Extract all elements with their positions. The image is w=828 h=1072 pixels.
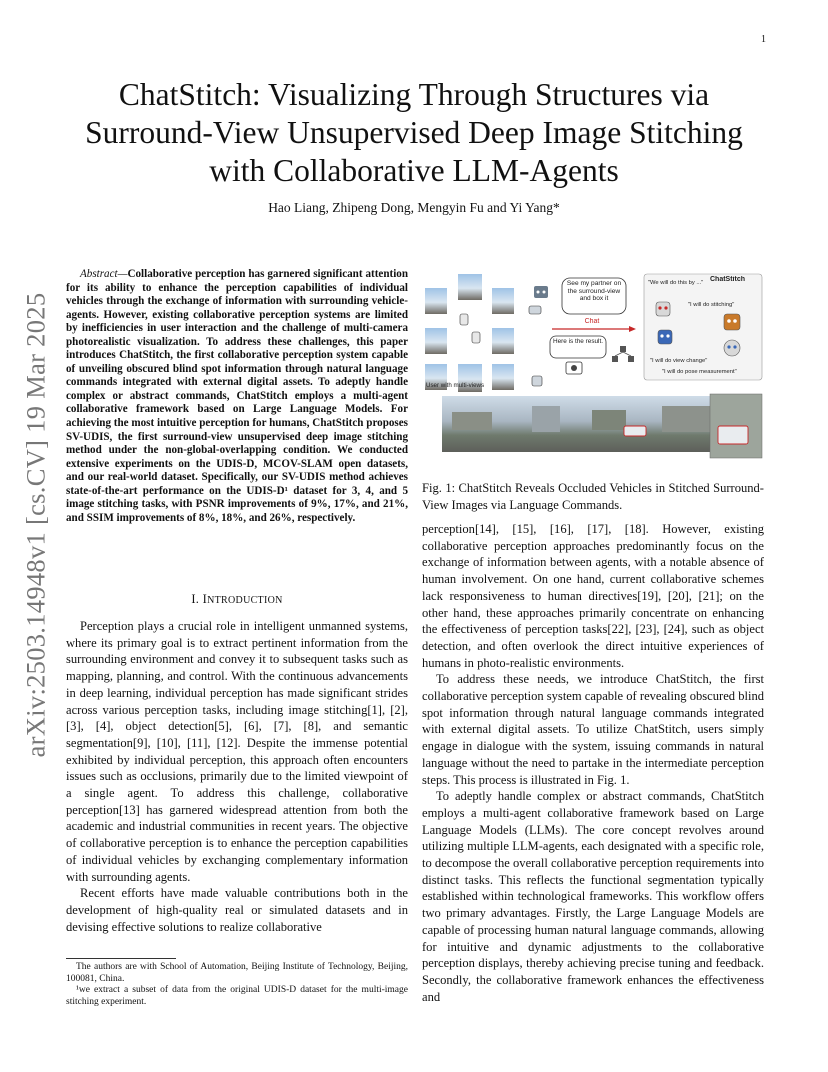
agent-robot-icon	[658, 330, 672, 344]
result-bubble-text: Here is the result.	[552, 338, 604, 345]
agent-message-1: "We will do this by ..."	[648, 280, 704, 286]
figure-1	[422, 266, 764, 472]
panel-title: ChatStitch	[710, 276, 745, 283]
result-bubble	[550, 336, 606, 358]
chat-arrow	[552, 318, 636, 332]
llm-agents-panel	[644, 274, 762, 380]
footnotes	[66, 962, 408, 1008]
figure-caption: Fig. 1: ChatStitch Reveals Occluded Vehicles in Stitched Surround-View Images via Language Commands.	[422, 481, 764, 512]
request-bubble	[562, 278, 626, 314]
agent-message-2: "I will do stitching"	[688, 302, 735, 308]
camera-view-thumbnails	[425, 274, 542, 392]
right-column-body	[422, 521, 764, 1005]
agent-robot-icon	[724, 340, 740, 356]
left-column-body	[66, 618, 408, 935]
abstract-label: Abstract	[80, 268, 118, 280]
user-label: User with multi-views	[426, 382, 485, 389]
section-title: NTRODUCTION	[207, 595, 283, 606]
chat-label: Chat	[584, 318, 600, 325]
author-list: Hao Liang, Zhipeng Dong, Mengyin Fu and Yi Yang*	[268, 200, 560, 215]
footnote-affiliation: The authors are with School of Automation, Beijing Institute of Technology, Beijing, 100081, China.	[66, 962, 408, 984]
stitched-panorama	[442, 396, 732, 452]
paper-title: ChatStitch: Visualizing Through Structures via Surround-View Unsupervised Deep Image Stitching with Collaborative LLM-Agents	[85, 77, 743, 188]
paragraph: perception[14], [15], [16], [17], [18]. However, existing collaborative perception approaches predominantly focus on the exchange of information between agents, with a notable absence of human involvement. On one hand, current collaborative schemes lack responsiveness to human directives[19], [20], [21]; on the other hand, these approaches primarily concentrate on enhancing the effectiveness of perception tasks[22], [23], [24], such as object detection, and often overlook the direct intuitive experiences of humans in photo-realistic environments.	[422, 522, 764, 670]
robot-icon	[534, 286, 548, 298]
network-icon	[612, 346, 634, 362]
request-bubble-text: See my partner on the surround-view and box it	[566, 280, 622, 303]
section-number: I.	[191, 592, 203, 606]
figure-illustration	[422, 266, 764, 472]
paragraph: Recent efforts have made valuable contributions both in the development of high-quality real or simulated datasets and in devising effective solutions to realize collaborative	[66, 886, 408, 934]
paragraph: To address these needs, we introduce ChatStitch, the first collaborative perception system capable of revealing obscured blind spot information through natural language commands integrated with external digital assets. To utilize ChatStitch, users simply engage in dialogue with the system, issuing commands in natural language without the need to partake in the intermediate perception steps. This process is illustrated in Fig. 1.	[422, 672, 764, 787]
footnote-dataset: ¹we extract a subset of data from the original UDIS-D dataset for the multi-image stitching experiment.	[66, 985, 408, 1007]
section-heading	[66, 592, 408, 607]
abstract: Abstract—Collaborative perception has garnered significant attention for its ability to enhance the perception capabilities of individual vehicles through the exchange of information with surrounding vehicle-agents. However, existing collaborative perception systems are limited by inefficiencies in user interaction and the challenge of multi-camera photorealistic visualization. To address these challenges, this paper introduces ChatStitch, the first collaborative perception system capable of unveiling obscured blind spot information through natural language commands integrated with external digital assets. To adeptly handle complex or abstract commands, ChatStitch employs a multi-agent collaborative framework based on Large Language Models. For achieving the most intuitive perception for humans, ChatStitch proposes SV-UDIS, the first surround-view unsupervised deep image stitching method under the non-global-overlapping condition. We conducted extensive experiments on the UDIS-D, MCOV-SLAM open datasets, and our real-world dataset. Specifically, our SV-UDIS method achieves state-of-the-art performance on the UDIS-D¹ dataset for 3, 4, and 5 image stitching tasks, with PSNR improvements of 9%, 17%, and 21%, and SSIM improvements of 8%, 18%, and 26%, respectively.	[66, 268, 408, 524]
highlighted-vehicle	[718, 426, 748, 444]
page-number: 1	[761, 34, 766, 45]
paragraph: To adeptly handle complex or abstract commands, ChatStitch employs a multi-agent collaborative framework based on Large Language Models (LLMs). The core concept revolves around utilizing multiple LLM-agents, each designated with a specific role, to decompose the overall collaborative perception requirements into distinct tasks. This reflects the functional segmentation typically established within technological frameworks. This workflow offers two primary advantages. Firstly, the Large Language Models are capable of processing human natural language commands, allowing for intuitive and dynamic adjustments to the collaborative perception displays, thereby achieving precise tuning and feedback. Secondly, the collaborative framework enhances the effectiveness and	[422, 789, 764, 1004]
agent-message-3: "I will do view change"	[650, 358, 708, 364]
abstract-text: Collaborative perception has garnered significant attention for its ability to enhance the perception capabilities of individual vehicles through the exchange of information with surrounding vehicle-agents. However, existing collaborative perception systems are limited by inefficiencies in user interaction and the challenge of multi-camera photorealistic visualization. To address these challenges, this paper introduces ChatStitch, the first collaborative perception system capable of unveiling obscured blind spot information through natural language commands integrated with external digital assets. To adeptly handle complex or abstract commands, ChatStitch employs a multi-agent collaborative framework based on Large Language Models. For achieving the most intuitive perception for humans, ChatStitch proposes SV-UDIS, the first surround-view unsupervised deep image stitching method under the non-global-overlapping condition. We conducted extensive experiments on the UDIS-D, MCOV-SLAM open datasets, and our real-world dataset. Specifically, our SV-UDIS method achieves state-of-the-art performance on the UDIS-D¹ dataset for 3, 4, and 5 image stitching tasks, with PSNR improvements of 9%, 17%, and 21%, and SSIM improvements of 8%, 18%, and 26%, respectively.	[66, 268, 408, 524]
camera-icon	[566, 362, 582, 374]
paragraph: Perception plays a crucial role in intelligent unmanned systems, where its primary goal is to extract pertinent information from the surrounding environment and convey it to subsequent tasks such as mapping, planning, and control. With the continuous advancements in deep learning, individual perception has made significant strides across various perception tasks, including image stitching[1], [2], [3], [4], object detection[5], [6], [7], [8], and semantic segmentation[9], [10], [11], [12]. Despite the immense potential exhibited by individual perception, this approach often encounters issues such as occlusions, primarily due to the limited viewpoint of a single agent. To address this challenge, collaborative perception[13] has garnered widespread attention from both the academic and industrial communities in recent years. The objective of collaborative perception is to enhance the perception capabilities of individual vehicles by exchanging complementary information with surrounding agents.	[66, 619, 408, 884]
agent-robot-icon	[656, 302, 670, 316]
agent-robot-icon	[724, 314, 740, 330]
footnote-rule	[66, 958, 176, 959]
arxiv-identifier: arXiv:2503.14948v1 [cs.CV] 19 Mar 2025	[20, 292, 51, 758]
section-title-initial: I	[202, 592, 208, 606]
agent-message-4: "I will do pose measurement"	[662, 369, 737, 375]
